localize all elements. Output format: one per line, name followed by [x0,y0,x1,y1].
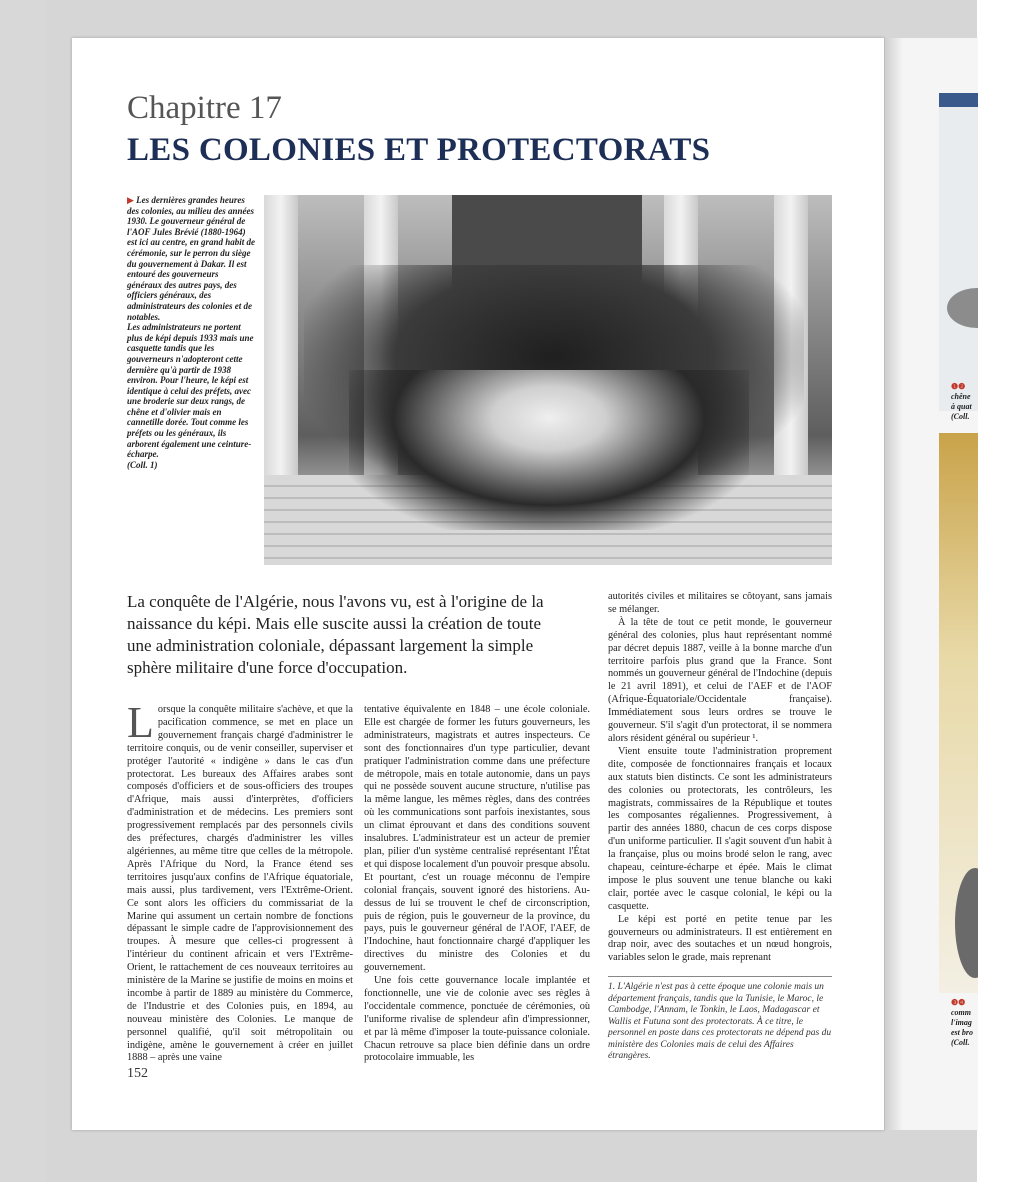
col2-paragraph-2: Une fois cette gouvernance locale implantée et fonctionnelle, une vie de colonie avec ses règles à l'occidentale commence, ponctuée de cérémonies, où l'uniforme rivalise de splendeur afin d'impressionner, et par là même d'imposer la toute-puissance coloniale. Chacun retrouve sa place bien définie dans un ordre protocolaire immuable, les [364,975,590,1064]
caption-text: Les dernières grandes heures des colonies, au milieu des années 1930. Le gouverneur général de l'AOF Jules Brévié (1880-1964) est ici au centre, en grand habit de cérémonie, sur le perron du siège du gouvernement à Dakar. Il est entouré des gouverneurs généraux des autres pays, des officiers généraux, des administrateurs des colonies et de notables. [127,195,255,322]
col1-paragraph-1: orsque la conquête militaire s'achève, et que la pacification commence, se met en place un gouvernement français chargé d'administrer le territoire conquis, ou de venir conseiller, superviser et protéger l'autorité « indigène » dans le cas d'un protectorat. Les bureaux des Affaires arabes sont composés d'officiers et de sous-officiers des troupes d'Afrique, mais aussi d'interprètes, d'officiers d'administration et de médecins. Les premiers sont progressivement remplacés par des personnels civils des préfectures, chargés d'administrer les villes algériennes, au même titre que celles de la métropole. Après l'Afrique du Nord, la France étend ses territoires jusqu'aux confins de l'Afrique équatoriale, mais aussi, plus tardivement, vers l'Extrême-Orient. Ce sont alors les officiers du commissariat de la Marine qui assument un certain nombre de fonctions dépassant le simple cadre de l'approvisionnement des troupes. À mesure que celles-ci progressent à l'intérieur du continent africain et vers l'Extrême-Orient, le rattachement de ces nouveaux territoires au ministère de la Marine se justifie de moins en moins et incombe à partir de 1889 au ministère du Commerce, de l'Industrie et des Colonies puis, en 1894, au nouveau ministère des Colonies. Le manque de personnel qualifié, qu'il soit métropolitain ou indigène, amène le gouvernement à créer en juillet 1888 – après une vaine [127,704,353,1064]
caption-marker-icon: ▶ [127,195,134,205]
footnote: 1. L'Algérie n'est pas à cette époque une colonie mais un département français, tandis que la Tunisie, le Maroc, le Cambodge, l'Annam, le Tonkin, le Laos, Madagascar et Wallis et Futuna sont des protectorats. À ce titre, le personnel en poste dans ces protectorats ne dépend pas du ministère des Colonies mais de celui des Affaires étrangères. [608,982,832,1061]
body-column-1 [127,698,353,1065]
page-number: 152 [127,1066,148,1081]
right-page-partial [884,38,978,1130]
side-caption-bottom: ❸❹ comm l'imag est bro (Coll. [951,998,973,1047]
drop-cap: L [127,698,154,747]
lead-paragraph: La conquête de l'Algérie, nous l'avons vu, est à l'origine de la naissance du képi. Mais elle suscite aussi la création de toute une administration coloniale, dépassant largement la simple sphère militaire d'une force d'occupation. [127,592,544,677]
chapter-number: Chapitre 17 [127,90,282,126]
col2-paragraph-1: tentative équivalente en 1848 – une école coloniale. Elle est chargée de former les futurs gouverneurs, les administrateurs, magistrats et autres inspecteurs. Ce sont des fonctionnaires d'un type particulier, devant pratiquer l'administration comme dans une préfecture de métropole, mais en totale autonomie, dans un pays qui ne possède souvent aucune structure, n'utilise pas la même langue, les mêmes règles, dans des contrées où les communications sont parfois inexistantes, sous un climat éprouvant et dans des conditions souvent insalubres. L'administrateur est un acteur de premier plan, pilier d'un système centralisé représentant l'État et qui dispose localement d'un pouvoir presque absolu. Et pourtant, c'est un rouage méconnu de l'empire colonial français, souvent ignoré des historiens. Au-dessus de lui se trouvent le chef de circonscription, puis de région, puis le gouverneur de la province, du pays, puis le gouverneur général de l'AOF, l'AEF, de l'Indochine, haut fonctionnaire chargé d'appliquer les directives du ministre des Colonies et du gouvernement. [364,704,590,974]
chapter-title: LES COLONIES ET PROTECTORATS [127,132,711,168]
footnote-rule [608,976,832,977]
side-caption-top-numbers: ❶❷ [951,382,966,391]
body-column-3 [608,591,832,965]
caption-text-2: Les administrateurs ne portent plus de képi depuis 1933 mais une casquette tandis que les gouverneurs n'adopteront cette dernière qu'à partir de 1938 environ. Pour l'heure, le képi est identique à celui des préfets, avec une broderie sur deux rangs, de chêne et d'olivier mais en cannetille dorée. Tout comme les préfets ou les généraux, ils arborent également une ceinture-écharpe. [127,322,254,460]
body-column-2 [364,704,590,1065]
left-page [72,38,884,1130]
side-caption-top: ❶❷ chêne à quat (Coll. [951,382,972,421]
col3-paragraph-1: À la tête de tout ce petit monde, le gouverneur général des colonies, plus haut représentant nommé par décret depuis 1887, veille à la bonne marche d'un territoire parfois plus grand que la France. Sont nommés un gouverneur général de l'Indochine (depuis le 21 avril 1891), et celui de l'AEF et de l'AOF (Afrique-Équatoriale/Occidentale française). Immédiatement sous leurs ordres se trouve le gouverneur. S'il s'agit d'un protectorat, il se nommera alors résident général ou supérieur ¹. [608,616,832,744]
photo-caption [127,195,255,470]
side-caption-bottom-numbers: ❸❹ [951,998,966,1007]
kepi-photo-top [939,93,978,411]
col3-paragraph-2: Vient ensuite toute l'administration proprement dite, composée de fonctionnaires français et locaux aux statuts bien distincts. Ce sont les administrateurs des colonies ou protectorats, les contrôleurs, les magistrats, commissaires de la République et toutes les composantes régaliennes. Progressivement, à partir des années 1880, chacun de ces corps dispose d'un uniforme particulier. Il s'agit souvent d'un habit à la française, plus ou moins brodé selon le rang, avec chapeau, ceinture-écharpe et épée. Mais le climat impose le plus souvent une tenue blanche ou kaki clair, portée avec le casque colonial, le képi ou la casquette. [608,745,832,912]
viewer-right-margin [977,0,1024,1182]
caption-credit: (Coll. 1) [127,459,158,470]
col3-paragraph-3: Le képi est porté en petite tenue par les gouverneurs ou administrateurs. Il est entièrement en drap noir, avec des soutaches et un nœud hongrois, variables selon le grade, mais reprenant [608,913,832,964]
ceremony-photo [264,195,832,565]
col3-paragraph-0: autorités civiles et militaires se côtoyant, sans jamais se mélanger. [608,591,832,615]
